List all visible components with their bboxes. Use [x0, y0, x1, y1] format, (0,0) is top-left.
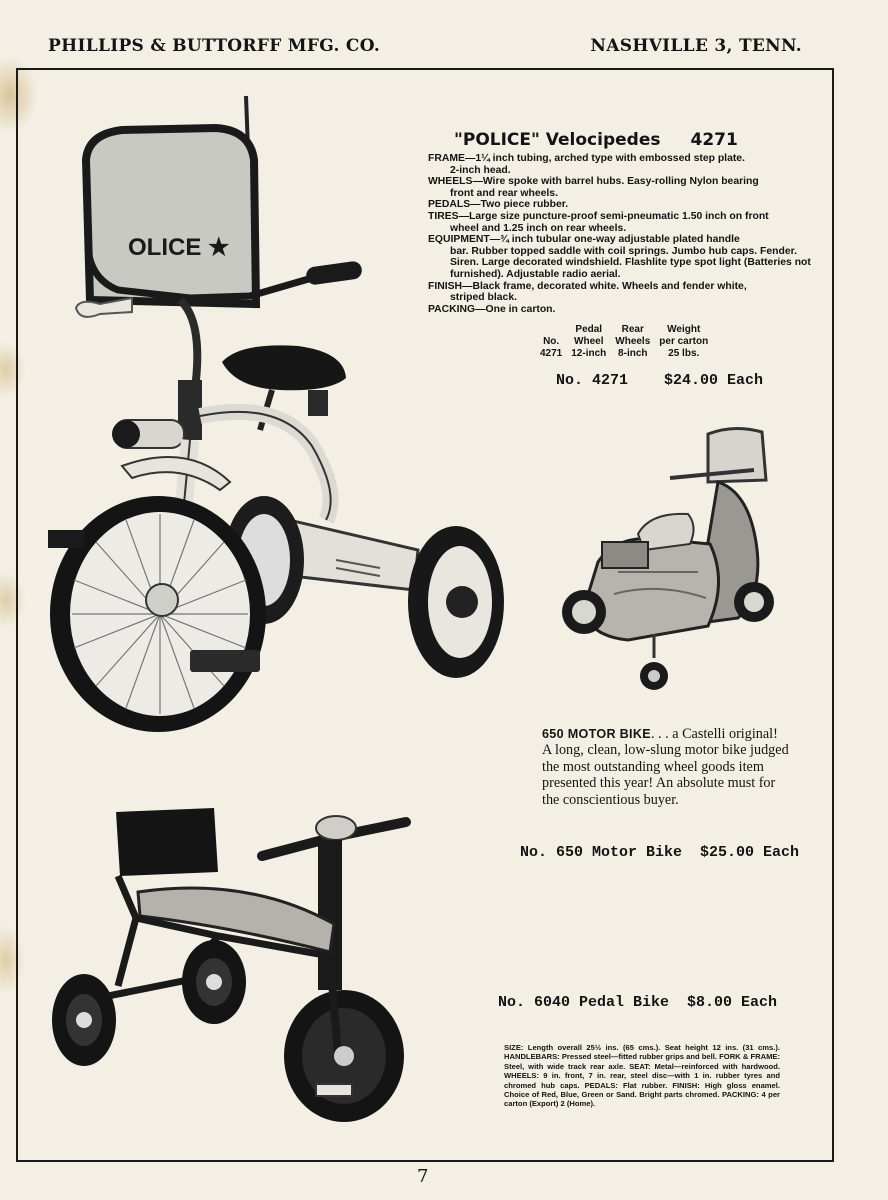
police-model-number: 4271 — [690, 130, 738, 150]
windshield-police-text: OLICE ★ — [128, 234, 230, 261]
pedal-bike-image — [48, 806, 418, 1126]
police-title — [454, 130, 738, 150]
table-cell: 8-inch — [618, 348, 648, 359]
table-cell: 25 lbs. — [668, 348, 700, 359]
table-header-row: No. Pedal Wheel Rear Wheels Weight per carton — [543, 324, 709, 347]
spec-pedals: PEDALS—Two piece rubber. — [428, 199, 569, 211]
motor-bike-price: No. 650 Motor Bike $25.00 Each — [520, 844, 800, 861]
table-header-weight: Weight — [667, 324, 701, 335]
table-row — [540, 348, 717, 360]
police-specs — [428, 153, 814, 315]
table-cell: 4271 — [540, 348, 563, 359]
motor-bike-lead: 650 MOTOR BIKE — [542, 727, 651, 741]
table-header-pedal: Pedal — [575, 324, 603, 335]
police-spec-table — [540, 324, 717, 360]
spec-finish: FINISH—Black frame, decorated white. Wheels and fender white, striped black. — [428, 280, 747, 304]
page-number: 7 — [417, 1166, 429, 1187]
table-cell: 12-inch — [571, 348, 607, 359]
table-header-no: No. — [543, 336, 560, 347]
spec-equipment: EQUIPMENT—¾ inch tubular one-way adjustable plated handle bar. Rubber topped saddle with coil springs. Jumbo hub caps. Fender. Siren. Large decorated windshield. Flashlite type spot light (Batteries not furnished). Adjustable radio aerial. — [428, 234, 811, 280]
police-price: No. 4271 $24.00 Each — [556, 372, 764, 389]
company-location: NASHVILLE 3, TENN. — [590, 36, 802, 56]
motor-bike-description — [542, 726, 790, 808]
motor-bike-text: . . . a Castelli original! A long, clean, low-slung motor bike judged the most outstanding wheel goods item presented this year! An absolute must for the conscientious buyer. — [542, 726, 789, 808]
police-title-text: "POLICE" Velocipedes — [454, 130, 661, 150]
spec-wheels: WHEELS—Wire spoke with barrel hubs. Easy-rolling Nylon bearing front and rear wheels. — [428, 176, 759, 199]
spec-packing: PACKING—One in carton. — [428, 303, 556, 315]
spec-frame: FRAME—1¼ inch tubing, arched type with embossed step plate. 2-inch head. — [428, 153, 745, 176]
spec-tires: TIRES—Large size puncture-proof semi-pneumatic 1.50 inch on front wheel and 1.25 inch on rear wheels. — [428, 210, 769, 234]
table-header-rear: Rear — [621, 324, 644, 335]
motor-bike-image — [558, 422, 778, 700]
pedal-bike-price: No. 6040 Pedal Bike $8.00 Each — [498, 994, 778, 1011]
company-name: PHILLIPS & BUTTORFF MFG. CO. — [48, 36, 381, 56]
pedal-bike-specs: SIZE: Length overall 25½ ins. (65 cms.). Seat height 12 ins. (31 cms.). HANDLEBARS: Pressed steel—fitted rubber grips and bell. FORK & FRAME: Steel, with wide track rear axle. SEAT: Metal—reinforced with hardwood. WHEELS: 9 in. front, 7 in. rear, steel disc—with 1 in. rubber tyres and chromed hub caps. PEDALS: Flat rubber. FINISH: High gloss enamel. Choice of Red, Blue, Green or Sand. Bright parts chromed. PACKING: 4 per carton (Export) 2 (Home). — [504, 1043, 780, 1109]
